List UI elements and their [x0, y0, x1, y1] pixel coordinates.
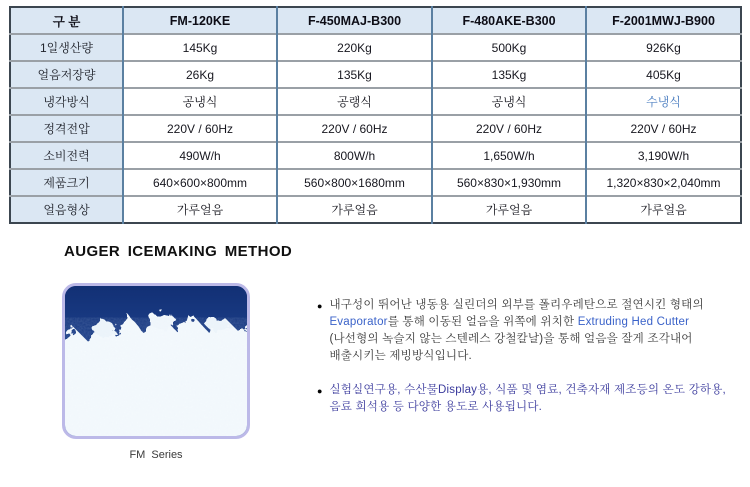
spec-cell: 공랭식 — [277, 88, 432, 115]
bullet2-line2: 음료 희석용 등 다양한 용도로 사용됩니다. — [329, 401, 543, 413]
product-spec-table — [9, 6, 742, 224]
bullet-text — [329, 297, 749, 365]
row-label: 얼음저장량 — [10, 61, 123, 88]
spec-cell: 가루얼음 — [432, 196, 586, 223]
spec-cell: 26Kg — [123, 61, 277, 88]
spec-cell-water-cooled: 수냉식 — [586, 88, 741, 115]
row-label: 얼음형상 — [10, 196, 123, 223]
section-title: AUGER ICEMAKING METHOD — [64, 243, 293, 260]
spec-cell: 공냉식 — [432, 88, 586, 115]
table-row-cooling-method — [10, 88, 741, 115]
bullet1-line2: 를 통해 이동된 얼음을 위쪽에 위치한 — [387, 316, 578, 328]
spec-cell: 1,320×830×2,040mm — [586, 169, 741, 196]
bullet-icon: ● — [317, 301, 323, 311]
column-header-f2001mwj: F-2001MWJ-B900 — [586, 7, 741, 34]
spec-cell: 490W/h — [123, 142, 277, 169]
spec-cell: 145Kg — [123, 34, 277, 61]
keyword-evaporator: Evaporator — [329, 316, 388, 328]
bullet1-line4: 배출시키는 제빙방식입니다. — [329, 350, 472, 362]
spec-cell: 공냉식 — [123, 88, 277, 115]
column-header-fm120ke: FM-120KE — [123, 7, 277, 34]
column-header-f450maj: F-450MAJ-B300 — [277, 7, 432, 34]
bullet2-line1: 실험실연구용, 수산물Display용, 식품 및 염료, 건축자재 제조등의 온도 강하용, — [329, 384, 726, 396]
row-label: 소비전력 — [10, 142, 123, 169]
bullet-text — [329, 382, 749, 416]
ice-photo-graphic — [65, 286, 247, 436]
ice-photo — [62, 283, 250, 439]
column-header-category: 구 분 — [10, 7, 123, 34]
spec-cell: 926Kg — [586, 34, 741, 61]
row-label: 1일생산량 — [10, 34, 123, 61]
row-label: 냉각방식 — [10, 88, 123, 115]
bullet1-line3: (나선형의 녹슬지 않는 스텐레스 강철칼날)을 통해 얼음을 잘게 조각내어 — [329, 333, 693, 345]
table-header-row — [10, 7, 741, 34]
bullet-icemaking-method — [317, 297, 749, 365]
spec-cell: 405Kg — [586, 61, 741, 88]
spec-cell: 220V / 60Hz — [123, 115, 277, 142]
spec-cell: 500Kg — [432, 34, 586, 61]
row-label: 정격전압 — [10, 115, 123, 142]
table-row-ice-storage — [10, 61, 741, 88]
spec-cell: 135Kg — [432, 61, 586, 88]
bullet-icon: ● — [317, 386, 323, 396]
spec-cell: 가루얼음 — [277, 196, 432, 223]
spec-cell: 220V / 60Hz — [277, 115, 432, 142]
spec-cell: 640×600×800mm — [123, 169, 277, 196]
figure-caption: FM Series — [129, 449, 183, 461]
description-bullets — [317, 297, 749, 416]
bullet-usage — [317, 382, 749, 416]
table-row-rated-voltage — [10, 115, 741, 142]
table-row-product-size — [10, 169, 741, 196]
spec-cell: 560×800×1680mm — [277, 169, 432, 196]
spec-cell: 800W/h — [277, 142, 432, 169]
table-row-ice-shape — [10, 196, 741, 223]
column-header-f480ake: F-480AKE-B300 — [432, 7, 586, 34]
spec-cell: 220V / 60Hz — [432, 115, 586, 142]
table-row-power-consumption — [10, 142, 741, 169]
spec-cell: 560×830×1,930mm — [432, 169, 586, 196]
spec-cell: 1,650W/h — [432, 142, 586, 169]
spec-cell: 3,190W/h — [586, 142, 741, 169]
spec-cell: 220Kg — [277, 34, 432, 61]
spec-cell: 220V / 60Hz — [586, 115, 741, 142]
table-row-daily-production — [10, 34, 741, 61]
spec-cell: 가루얼음 — [586, 196, 741, 223]
spec-cell: 135Kg — [277, 61, 432, 88]
spec-cell: 가루얼음 — [123, 196, 277, 223]
row-label: 제품크기 — [10, 169, 123, 196]
bullet1-line1: 내구성이 뛰어난 냉동용 실린더의 외부를 폴리우레탄으로 절연시킨 형태의 — [329, 299, 704, 311]
keyword-extruding-hed-cutter: Extruding Hed Cutter — [577, 316, 690, 328]
